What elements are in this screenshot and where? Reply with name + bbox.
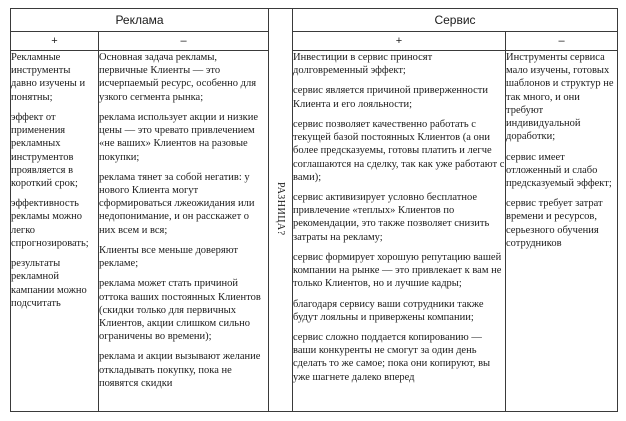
table-paragraph: эффект от применения рекламных инструментов проявляется в короткий срок; [11, 111, 78, 189]
table-paragraph: сервис активизирует условно бесплатное привлечение «теплых» Клиентов по рекомендации, это также позволяет снизить затраты на рекламу; [293, 191, 490, 243]
service-title: Сервис [293, 9, 618, 32]
table-paragraph: сервис позволяет качественно работать с текущей базой постоянных Клиентов (а они более предсказуемы, готовы платить и легче соглашаются на сделку, так как уже работают с вами); [293, 118, 505, 183]
service-minus-header: – [506, 32, 618, 51]
table-paragraph: реклама использует акции и низкие цены — это чревато привлечением «не ваших» Клиентов на разовые покупки; [99, 111, 258, 163]
table-paragraph: сервис является причиной приверженности Клиента и его лояльности; [293, 85, 488, 110]
table-title-row [11, 9, 618, 32]
table-paragraph: Основная задача рекламы, первичные Клиенты — это исчерпаемый ресурс, особенно для узкого сегмента рынка; [99, 52, 257, 103]
advertising-plus-header: + [11, 32, 99, 51]
table-paragraph: Клиенты все меньше доверяют рекламе; [99, 244, 238, 270]
comparison-table [10, 8, 618, 412]
difference-label: РАЗНИЦА? [275, 181, 287, 236]
advertising-title: Реклама [11, 9, 269, 32]
service-plus-header: + [293, 32, 506, 51]
advertising-minus-header: – [99, 32, 269, 51]
table-sign-row [11, 32, 618, 51]
table-body-row [11, 51, 618, 412]
table-paragraph: реклама тянет за собой негатив: у нового Клиента могут сформироваться лжеожидания или недопонимание, и он расскажет о них всем и вся; [99, 171, 255, 236]
table-paragraph: благодаря сервису ваши сотрудники также будут лояльны и привержены компании; [293, 298, 484, 323]
table-paragraph: Рекламные инструменты давно изучены и понятны; [11, 52, 86, 103]
advertising-pros-cell [11, 51, 99, 412]
table-paragraph: сервис имеет отложенный и слабо предсказуемый эффект; [506, 151, 612, 189]
table-paragraph: сервис сложно поддается копированию — ваши конкуренты не смогут за один день сделать то же самое; пока они копируют, вы уже шагнете далеко вперед [293, 331, 491, 383]
table-paragraph: результаты рекламной кампании можно подсчитать [11, 258, 87, 309]
difference-label-cell [269, 9, 293, 412]
table-paragraph: Инструменты сервиса мало изучены, готовых шаблонов и структур не так много, и они требуют индивидуальной доработки; [506, 52, 614, 143]
table-paragraph: сервис формирует хорошую репутацию вашей компании на рынке — это привлекает к вам не только Клиентов, но и лучшие кадры; [293, 251, 502, 290]
table-paragraph: сервис требует затрат времени и ресурсов, серьезного обучения сотрудников [506, 198, 603, 249]
table-paragraph: реклама и акции вызывают желание откладывать покупку, пока не появятся скидки [99, 351, 261, 389]
service-pros-cell [293, 51, 506, 412]
table-paragraph: эффективность рекламы можно легко спрогнозировать; [11, 198, 89, 249]
advertising-cons-cell [99, 51, 269, 412]
table-paragraph: реклама может стать причиной оттока ваших постоянных Клиентов (скидки только для первичных Клиентов, акции слишком сильно ограничены во времени); [99, 278, 261, 343]
table-paragraph: Инвестиции в сервис приносят долговременный эффект; [293, 52, 433, 77]
service-cons-cell [506, 51, 618, 412]
